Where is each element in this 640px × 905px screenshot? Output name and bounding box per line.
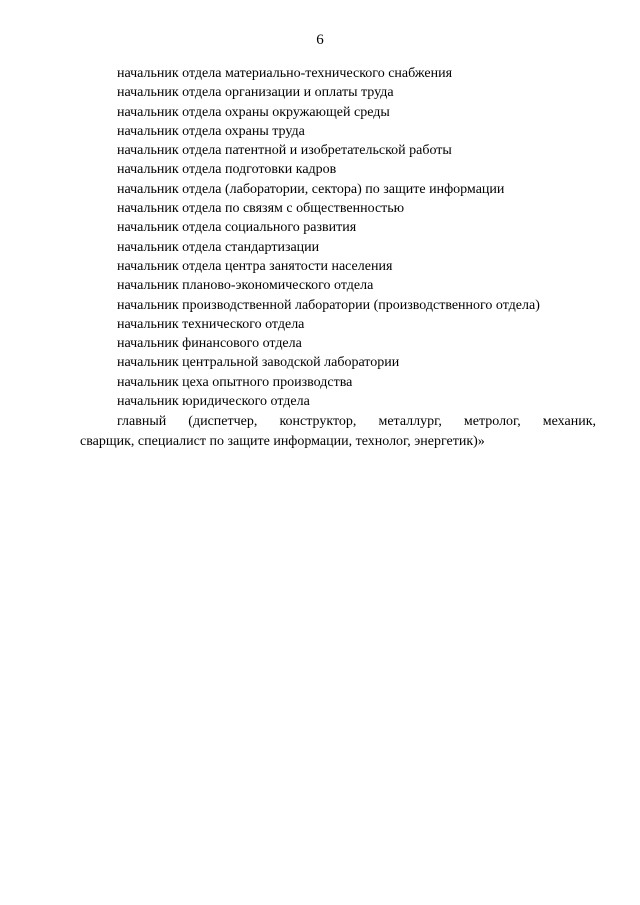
list-item: начальник отдела материально-технического снабжения: [117, 66, 453, 81]
list-item: начальник отдела стандартизации: [117, 239, 320, 255]
list-item: начальник производственной лаборатории (производственного отдела): [117, 297, 540, 313]
final-paragraph-line-2: сварщик, специалист по защите информации, технолог, энергетик)»: [80, 434, 485, 449]
list-item: начальник отдела патентной и изобретательской работы: [117, 143, 452, 159]
list-item: начальник отдела социального развития: [117, 220, 357, 236]
list-item: начальник центральной заводской лаборатории: [117, 355, 400, 371]
list-item: начальник цеха опытного производства: [117, 374, 353, 390]
list-item: начальник отдела центра занятости населения: [117, 258, 393, 274]
list-item: начальник планово-экономического отдела: [117, 278, 374, 294]
page-number: 6: [316, 32, 324, 48]
list-item: начальник отдела охраны окружающей среды: [117, 104, 390, 120]
list-item: начальник финансового отдела: [117, 336, 302, 352]
list-item: начальник отдела охраны труда: [117, 123, 305, 139]
list-item: начальник отдела (лаборатории, сектора) по защите информации: [117, 181, 505, 197]
final-paragraph-line-1: главный (диспетчер, конструктор, металлург, метролог, механик,: [117, 414, 596, 429]
final-paragraph: [80, 412, 596, 452]
list-item: начальник отдела организации и оплаты труда: [117, 85, 394, 101]
list-item: начальник отдела по связям с общественностью: [117, 201, 405, 217]
position-list: [117, 64, 597, 411]
list-item: начальник юридического отдела: [117, 394, 310, 410]
list-item: начальник технического отдела: [117, 316, 305, 332]
list-item: начальник отдела подготовки кадров: [117, 162, 337, 178]
